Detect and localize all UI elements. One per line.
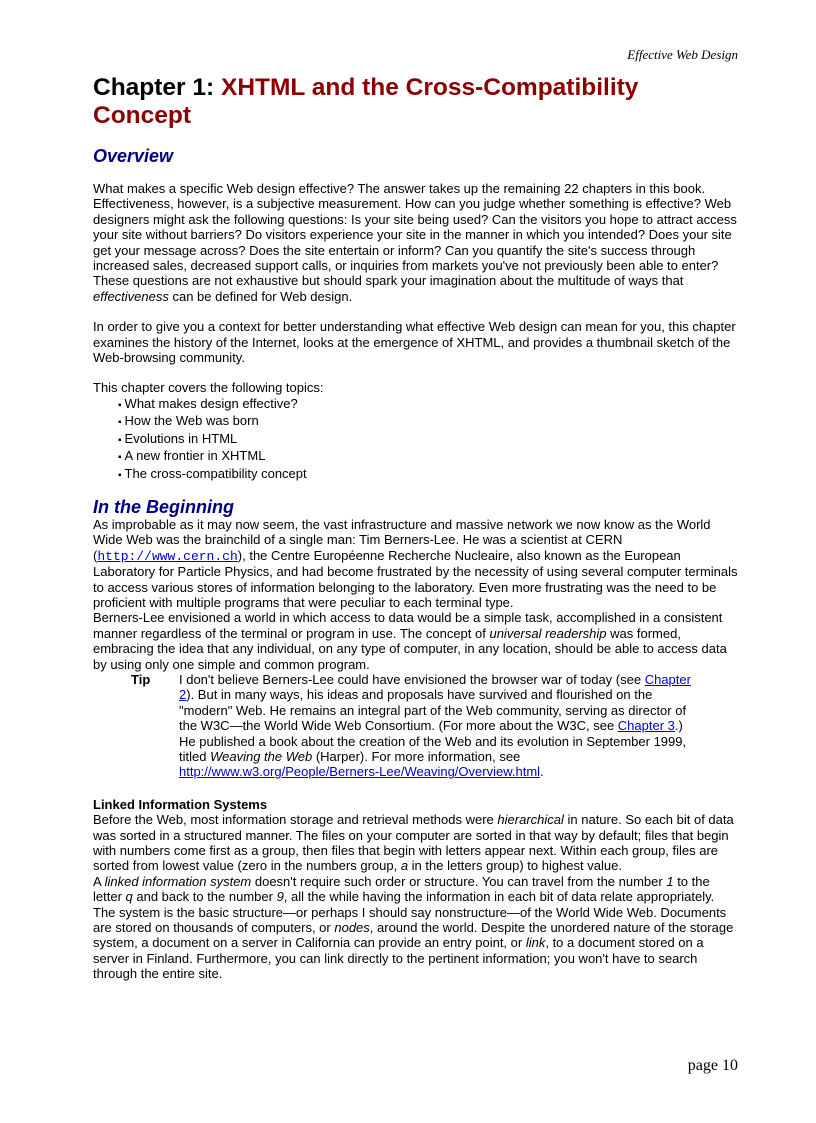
chapter-number: Chapter 1:: [93, 74, 215, 101]
chapter-2-link[interactable]: Chapter 2: [179, 671, 691, 703]
list-item: ▪ A new frontier in XHTML: [118, 448, 738, 465]
list-item: ▪ How the Web was born: [118, 413, 738, 430]
list-item: ▪ Evolutions in HTML: [118, 431, 738, 448]
beginning-paragraph-1: As improbable as it may now seem, the vast infrastructure and massive network we now know as the World Wide Web was the brainchild of a single man: Tim Berners-Lee. He was a scientist at CERN (http://www.cern.ch), the Centre Européenne Recherche Nucleaire, also known as the European Laboratory for Particle Physics, and had become frustrated by the necessity of using several computer terminals to access various stores of information belonging to the laboratory. Even more frustrating was the need to be proficient with multiple programs that were peculiar to each terminal type.: [93, 516, 738, 610]
running-header: Effective Web Design: [627, 47, 738, 62]
w3-weaving-link[interactable]: http://www.w3.org/People/Berners-Lee/Weaving/Overview.html: [179, 764, 541, 780]
list-item: ▪ The cross-compatibility concept: [118, 466, 738, 483]
tip-text: I don't believe Berners-Lee could have envisioned the browser war of today (see Chapter 2). But in many ways, his ideas and proposals have survived and flourished on the "modern" Web. He remains an integral part of the Web community, serving as director of the W3C—the World Wide Web Consortium. (For more about the W3C, see Chapter 3.) He published a book about the creation of the Web and its evolution in September 1999, titled Weaving the Web (Harper). For more information, see http://www.w3.org/People/Berners-Lee/Weaving/Overview.html.: [179, 671, 691, 780]
chapter-3-link[interactable]: Chapter 3: [617, 718, 675, 734]
beginning-heading: In the Beginning: [93, 496, 234, 517]
chapter-title: [93, 74, 738, 130]
overview-paragraph-2: These questions are not exhaustive but should spark your imagination about the multitude of ways that effectiveness can be defined for Web design.: [93, 273, 684, 304]
cern-link[interactable]: http://www.cern.ch: [97, 548, 238, 564]
chapter-title-text: XHTML and the Cross-Compatibility Concept: [93, 74, 639, 129]
overview-paragraph-1: What makes a specific Web design effective? The answer takes up the remaining 22 chapters in this book. Effectiveness, however, is a subjective measurement. How can you judge whether something is effective? Web designers might ask the following questions: Is your site being used? Can the visitors you hope to attract access your site without barriers? Do visitors experience your site in the manner in which you intended? Does your site get your message across? Does the site entertain or inform? Can you quantify the site's success through increased sales, decreased support calls, or inquiries from markets you've not previously been able to enter?: [93, 181, 737, 274]
list-item: ▪ What makes design effective?: [118, 396, 738, 413]
overview-heading: Overview: [93, 146, 174, 166]
page-number: page 10: [687, 1057, 738, 1074]
overview-paragraph-3: In order to give you a context for better understanding what effective Web design can mean for you, this chapter examines the history of the Internet, looks at the emergence of XHTML, and provides a thumbnail sketch of the Web-browsing community.: [93, 319, 736, 366]
topics-list: [93, 396, 738, 483]
beginning-paragraph-2: Berners-Lee envisioned a world in which access to data would be a simple task, accomplished in a consistent manner regardless of the terminal or program in use. The concept of universal readership was formed, embracing the idea that any individual, on any type of computer, in any location, should be able to access data by using only one simple and common program.: [93, 610, 727, 672]
page-content: [93, 74, 738, 982]
linked-heading: Linked Information Systems: [93, 796, 268, 812]
tip-label: Tip: [131, 671, 151, 687]
linked-paragraph-1: Before the Web, most information storage and retrieval methods were hierarchical in nature. So each bit of data was sorted in a structured manner. The files on your computer are sorted in that way by default; files that begin with numbers come first as a group, then files that begin with letters appear next. Within each group, files are sorted from lowest value (zero in the numbers group, a in the letters group) to highest value.: [93, 812, 734, 874]
linked-paragraph-2: A linked information system doesn't require such order or structure. You can travel from the number 1 to the letter q and back to the number 9, all the while having the information in each bit of data relate appropriately. The system is the basic structure—or perhaps I should say nonstructure—of the World Wide Web. Documents are stored on thousands of computers, or nodes, around the world. Despite the unordered nature of the storage system, a document on a server in California can provide an entry point, or link, to a document stored on a server in Finland. Furthermore, you can link directly to the pertinent information; you won't have to search through the entire site.: [93, 873, 734, 982]
topics-intro: This chapter covers the following topics:: [93, 380, 324, 396]
tip-box: [93, 672, 738, 780]
